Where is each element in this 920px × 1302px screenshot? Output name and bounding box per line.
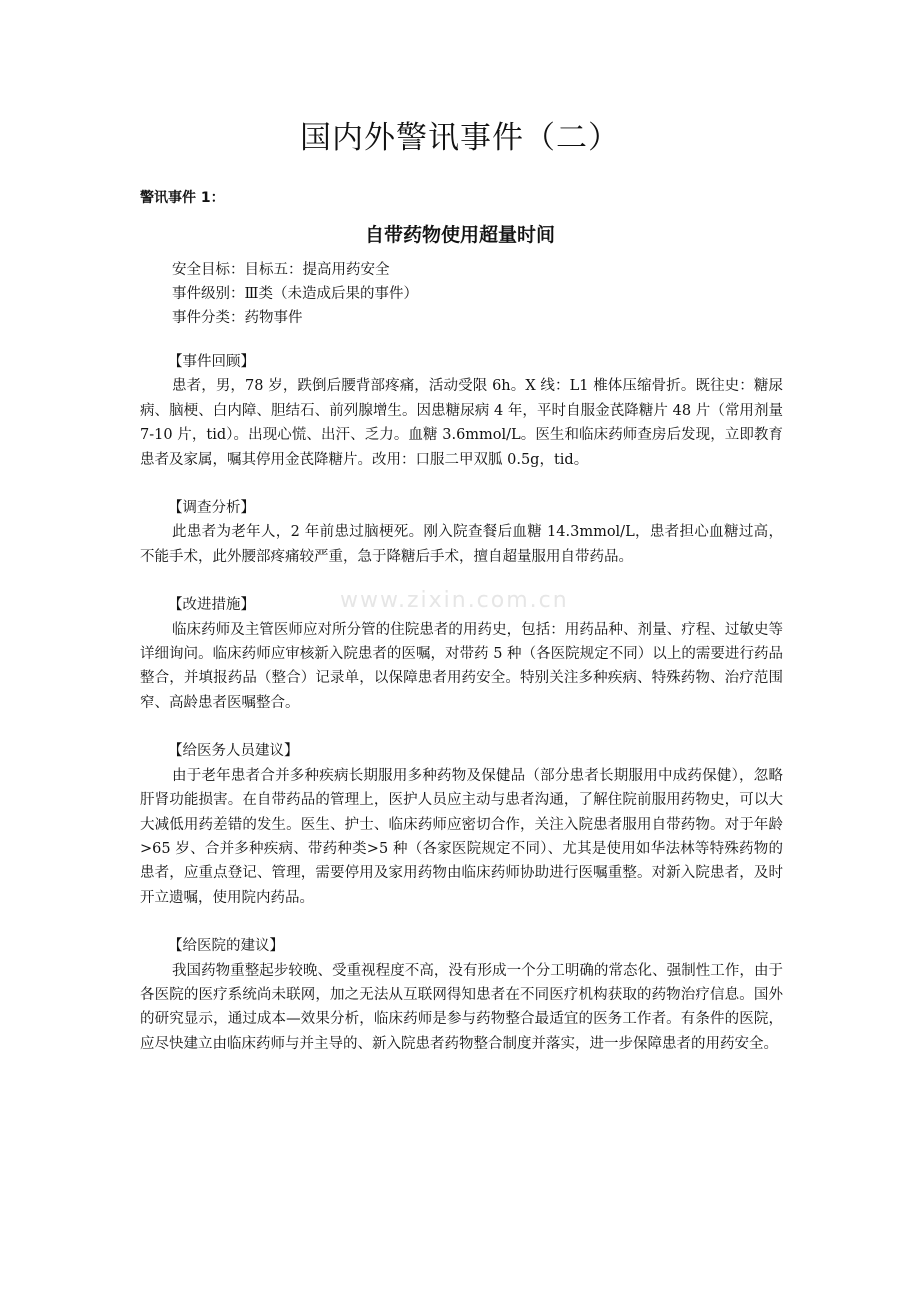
section-hospital-advice	[140, 934, 783, 1056]
section-body: 由于老年患者合并多种疾病长期服用多种药物及保健品（部分患者长期服用中成药保健），忽略肝肾功能损害。在自带药品的管理上，医护人员应主动与患者沟通，了解住院前服用药物史，可以大大减低用药差错的发生。医生、护士、临床药师应密切合作，关注入院患者服用自带药物。对于年龄>65 岁、合并多种疾病、带药种类>5 种（各家医院规定不同）、尤其是使用如华法林等特殊药物的患者，应重点登记、管理，需要停用及家用药物由临床药师协助进行医嘱重整。对新入院患者，及时开立遗嘱，使用院内药品。	[140, 767, 783, 906]
meta-safety-goal: 安全目标：目标五：提高用药安全	[172, 262, 390, 278]
watermark: www.zixin.com.cn	[340, 588, 569, 613]
section-heading: 【调查分析】	[168, 500, 255, 517]
event-meta	[172, 258, 792, 330]
section-body: 患者，男，78 岁，跌倒后腰背部疼痛，活动受限 6h。X 线：L1 椎体压缩骨折。既往史：糖尿病、脑梗、白内障、胆结石、前列腺增生。因患糖尿病 4 年，平时自服金芪降糖片 48 片（常用剂量 7-10 片，tid）。出现心慌、出汗、乏力。血糖 3.6mmol/L。医生和临床药师查房后发现，立即教育患者及家属，嘱其停用金芪降糖片。改用：口服二甲双胍 0.5g，tid。	[140, 378, 783, 468]
meta-event-level: 事件级别：Ⅲ类（未造成后果的事件）	[172, 286, 418, 302]
section-body: 我国药物重整起步较晚、受重视程度不高，没有形成一个分工明确的常态化、强制性工作，由于各医院的医疗系统尚未联网，加之无法从互联网得知患者在不同医疗机构获取的药物治疗信息。国外的研究显示，通过成本—效果分析，临床药师是参与药物整合最适宜的医务工作者。有条件的医院，应尽快建立由临床药师与并主导的、新入院患者药物整合制度并落实，进一步保障患者的用药安全。	[140, 962, 783, 1052]
document-title: 国内外警讯事件（二）	[300, 120, 620, 156]
section-heading: 【给医务人员建议】	[168, 743, 299, 760]
section-heading: 【事件回顾】	[168, 354, 255, 370]
document-content	[140, 350, 783, 1080]
section-investigation	[140, 496, 783, 569]
meta-event-category: 事件分类：药物事件	[172, 310, 303, 326]
section-body: 此患者为老年人，2 年前患过脑梗死。刚入院查餐后血糖 14.3mmol/L，患者担心血糖过高，不能手术，此外腰部疼痛较严重，急于降糖后手术，擅自超量服用自带药品。	[140, 524, 783, 565]
event-title: 自带药物使用超量时间	[364, 224, 555, 246]
event-label: 警讯事件 1：	[140, 190, 225, 206]
section-body: 临床药师及主管医师应对所分管的住院患者的用药史，包括：用药品种、剂量、疗程、过敏史等详细询问。临床药师应审核新入院患者的医嘱，对带药 5 种（各医院规定不同）以上的需要进行药品整合，并填报药品（整合）记录单，以保障患者用药安全。特别关注多种疾病、特殊药物、治疗范围窄、高龄患者医嘱整合。	[140, 621, 783, 711]
section-improvement	[140, 593, 783, 715]
section-staff-advice	[140, 739, 783, 910]
section-heading: 【给医院的建议】	[168, 938, 284, 955]
section-heading: 【改进措施】	[168, 597, 255, 614]
section-event-review	[140, 350, 783, 472]
